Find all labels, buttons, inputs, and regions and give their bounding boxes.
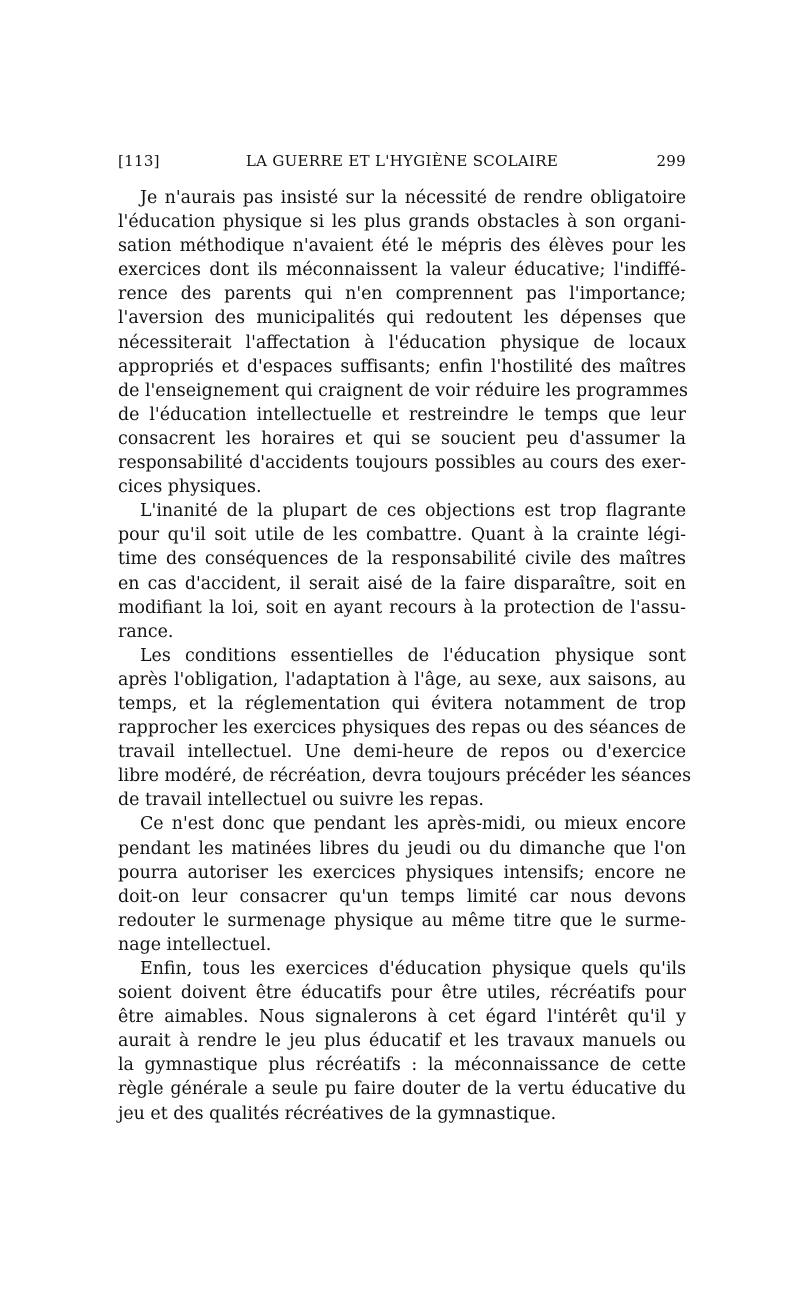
text-line: être aimables. Nous signalerons à cet égard l'intérêt qu'il y (118, 1007, 686, 1028)
text-line: doit-on leur consacrer qu'un temps limité car nous devons (118, 886, 686, 907)
text-line: rence des parents qui n'en comprennent pas l'importance; (118, 284, 686, 305)
text-line: jeu et des qualités récréatives de la gymnastique. (118, 1103, 557, 1124)
text-line: après l'obligation, l'adaptation à l'âge, au sexe, aux saisons, au (118, 669, 686, 690)
text-line: redouter le surmenage physique au même titre que le surme- (118, 910, 686, 931)
text-line: Les conditions essentielles de l'éducation physique sont (140, 645, 686, 666)
text-line: Enfin, tous les exercices d'éducation physique quels qu'ils (140, 959, 686, 979)
text-line: de l'éducation intellectuelle et restreindre le temps que leur (118, 404, 686, 425)
text-line: responsabilité d'accidents toujours possibles au cours des exer- (118, 453, 686, 474)
running-header (118, 152, 686, 176)
text-line: aurait à rendre le jeu plus éducatif et les travaux manuels ou (118, 1031, 686, 1052)
section-reference: [113] (118, 152, 160, 170)
text-line: Je n'aurais pas insisté sur la nécessité de rendre obligatoire (140, 188, 686, 208)
text-line: pourra autoriser les exercices physiques intensifs; encore ne (118, 862, 686, 883)
text-line: modifiant la loi, soit en ayant recours à la protection de l'assu- (118, 597, 686, 618)
text-line: rance. (118, 621, 174, 642)
text-line: pour qu'il soit utile de les combattre. Quant à la crainte légi- (118, 525, 686, 546)
text-line: cices physiques. (118, 477, 262, 498)
text-line: time des conséquences de la responsabilité civile des maîtres (118, 549, 686, 570)
text-line: l'aversion des municipalités qui redoutent les dépenses que (118, 308, 686, 329)
text-line: règle générale a seule pu faire douter de la vertu éducative du (118, 1079, 686, 1100)
text-line: nage intellectuel. (118, 934, 272, 955)
page-number: 299 (656, 152, 686, 170)
text-line: exercices dont ils méconnaissent la valeur éducative; l'indiffé- (118, 260, 686, 281)
text-line: libre modéré, de récréation, devra toujours précéder les séances (118, 766, 692, 787)
text-line: temps, et la réglementation qui évitera notamment de trop (118, 693, 686, 714)
text-line: L'inanité de la plupart de ces objections est trop flagrante (140, 501, 686, 522)
text-line: sation méthodique n'avaient été le mépris des élèves pour les (118, 236, 686, 257)
text-line: de l'enseignement qui craignent de voir réduire les programmes (118, 380, 688, 401)
text-line: rapprocher les exercices physiques des repas ou des séances de (118, 718, 686, 739)
text-line: pendant les matinées libres du jeudi ou du dimanche que l'on (118, 838, 686, 859)
text-line: nécessiterait l'affectation à l'éducation physique de locaux (118, 332, 686, 353)
running-title: LA GUERRE ET L'HYGIÈNE SCOLAIRE (245, 152, 559, 170)
body-text (118, 186, 692, 1126)
text-line: de travail intellectuel ou suivre les repas. (118, 790, 484, 811)
text-line: Ce n'est donc que pendant les après-midi, ou mieux encore (140, 814, 686, 835)
text-line: consacrent les horaires et qui se soucient peu d'assumer la (118, 428, 686, 449)
text-line: appropriés et d'espaces suffisants; enfin l'hostilité des maîtres (118, 356, 686, 377)
text-line: travail intellectuel. Une demi-heure de repos ou d'exercice (118, 742, 686, 763)
text-line: la gymnastique plus récréatifs : la méconnaissance de cette (118, 1055, 686, 1076)
text-line: en cas d'accident, il serait aisé de la faire disparaître, soit en (118, 573, 686, 594)
text-line: soient doivent être éducatifs pour être utiles, récréatifs pour (118, 983, 686, 1004)
text-line: l'éducation physique si les plus grands obstacles à son organi- (118, 212, 686, 233)
